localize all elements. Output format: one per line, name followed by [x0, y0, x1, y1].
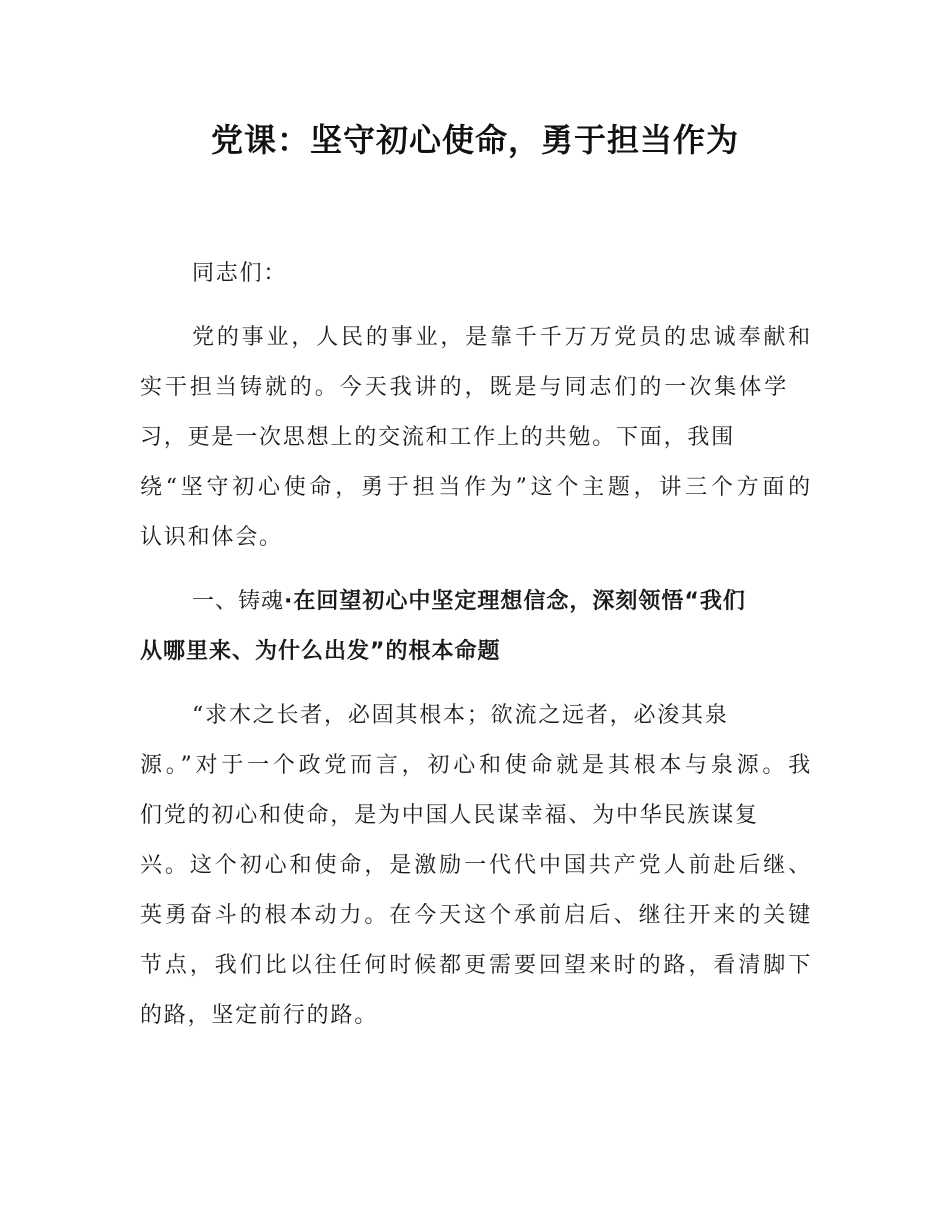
paragraph-line: 英勇奋斗的根本动力。在今天这个承前启后、继往开来的关键 — [140, 903, 812, 928]
paragraph-line: 源。”对于一个政党而言，初心和使命就是其根本与泉源。我 — [140, 753, 812, 778]
paragraph-line: 们党的初心和使命，是为中国人民谋幸福、为中华民族谋复 — [140, 803, 759, 828]
section-heading-line: 从哪里来、为什么出发”的根本命题 — [140, 639, 501, 664]
paragraph-line: “求木之长者，必固其根本；欲流之远者，必浚其泉 — [192, 703, 729, 728]
intro-line: 绕“坚守初心使命，勇于担当作为”这个主题，讲三个方面的 — [140, 475, 812, 500]
intro-line: 认识和体会。 — [140, 525, 283, 550]
intro-line: 习，更是一次思想上的交流和工作上的共勉。下面，我围 — [140, 425, 736, 450]
paragraph-line: 的路，坚定前行的路。 — [140, 1003, 379, 1028]
section-heading-text: ·在回望初心中坚定理想信念，深刻领悟“我们 — [284, 589, 746, 614]
document-title: 党课：坚守初心使命，勇于担当作为 — [210, 121, 739, 159]
intro-line: 实干担当铸就的。今天我讲的，既是与同志们的一次集体学 — [140, 375, 788, 400]
paragraph-line: 兴。这个初心和使命，是激励一代代中国共产党人前赴后继、 — [140, 853, 812, 878]
salutation: 同志们： — [192, 261, 288, 286]
section-number: 一、铸魂 — [192, 589, 285, 614]
intro-line: 党的事业，人民的事业，是靠千千万万党员的忠诚奉献和 — [192, 325, 812, 350]
section-heading-line — [192, 586, 812, 618]
paragraph-line: 节点，我们比以往任何时候都更需要回望来时的路，看清脚下 — [140, 953, 812, 978]
